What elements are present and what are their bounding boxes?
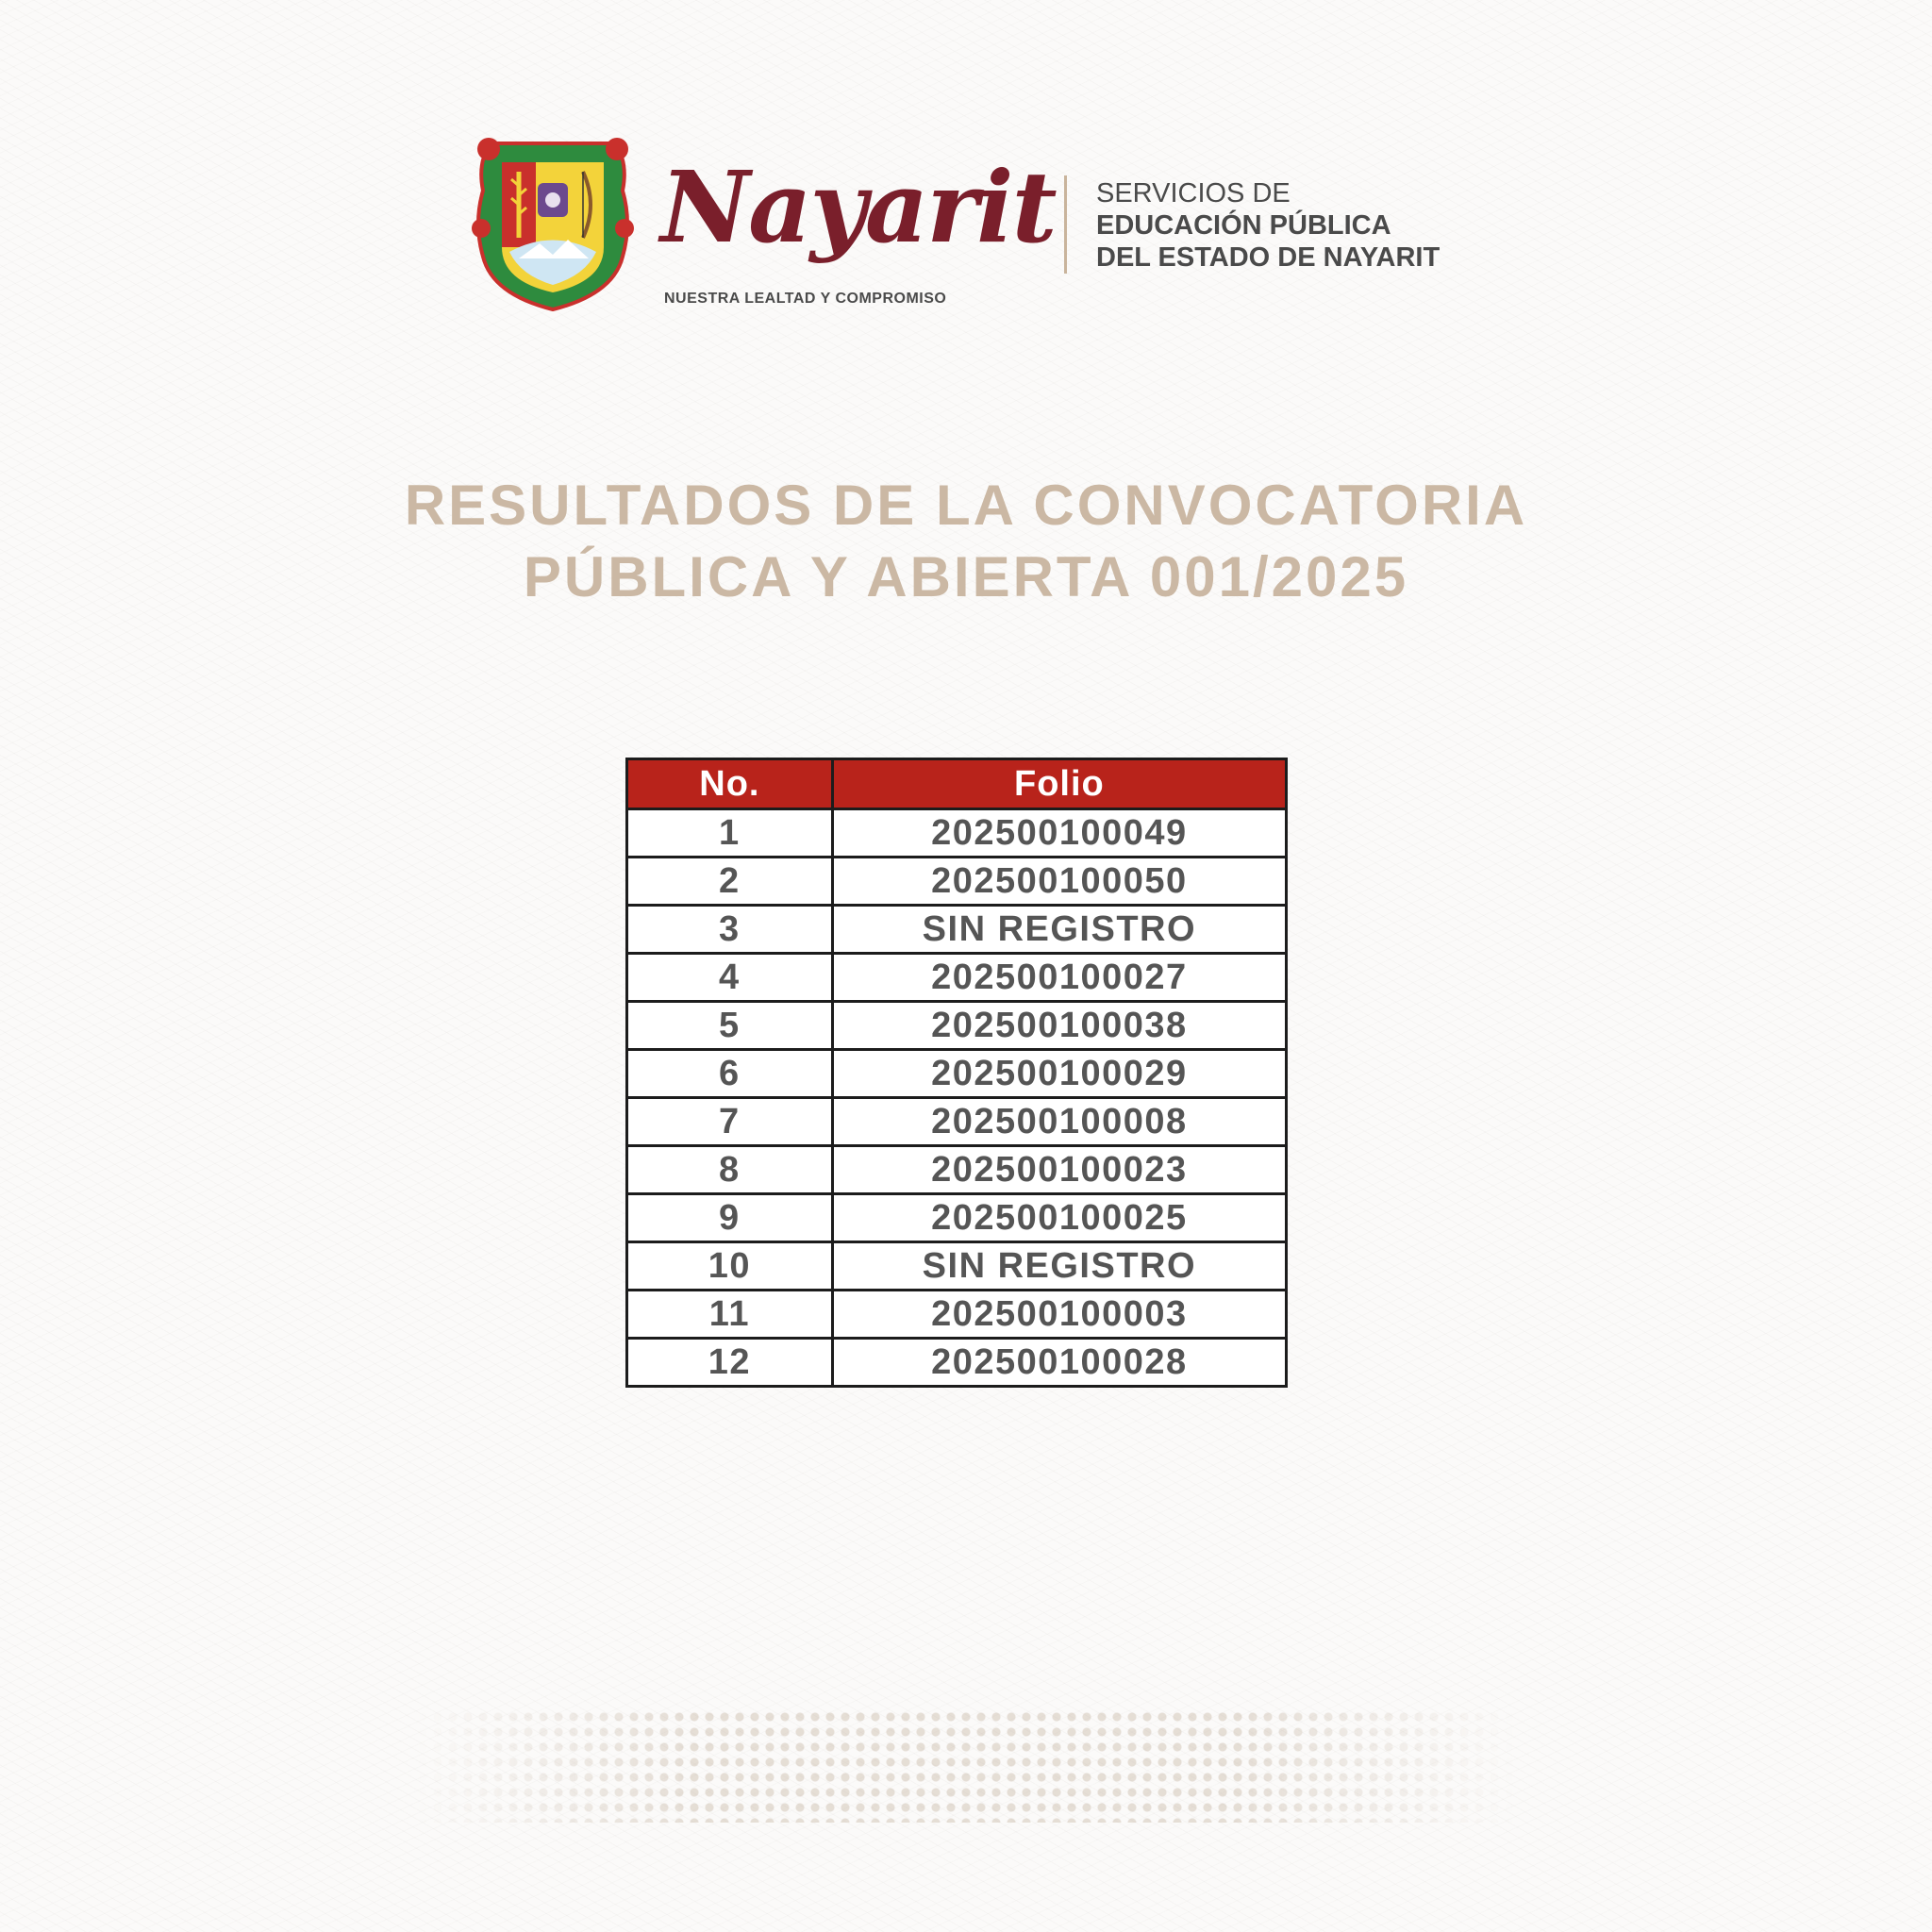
row-number: 11 (627, 1291, 833, 1339)
row-number: 7 (627, 1098, 833, 1146)
header (472, 132, 1491, 321)
row-folio: 202500100028 (832, 1339, 1286, 1387)
table-row (627, 1291, 1287, 1339)
column-header-no: No. (627, 759, 833, 809)
row-number: 12 (627, 1339, 833, 1387)
row-folio: 202500100003 (832, 1291, 1286, 1339)
row-folio: 202500100038 (832, 1002, 1286, 1050)
row-folio: 202500100023 (832, 1146, 1286, 1194)
row-number: 8 (627, 1146, 833, 1194)
results-table (625, 758, 1288, 1388)
row-number: 1 (627, 809, 833, 858)
institution-line-2: EDUCACIÓN PÚBLICA (1096, 210, 1391, 241)
table-row (627, 1050, 1287, 1098)
table-row (627, 1194, 1287, 1242)
header-divider (1064, 175, 1067, 274)
brand-logo (660, 149, 1056, 307)
brand-wordmark: Nayarit (660, 149, 1056, 265)
table-row (627, 809, 1287, 858)
table-row (627, 858, 1287, 906)
row-folio: 202500100050 (832, 858, 1286, 906)
table-row (627, 954, 1287, 1002)
row-folio: 202500100008 (832, 1098, 1286, 1146)
table-row (627, 906, 1287, 954)
brand-slogan: NUESTRA LEALTAD Y COMPROMISO (664, 291, 947, 307)
title-line-1: RESULTADOS DE LA CONVOCATORIA (404, 474, 1528, 537)
row-number: 9 (627, 1194, 833, 1242)
decorative-pattern-icon (415, 1709, 1517, 1823)
row-folio: SIN REGISTRO (832, 906, 1286, 954)
column-header-folio: Folio (832, 759, 1286, 809)
table-row (627, 1339, 1287, 1387)
title-line-2: PÚBLICA Y ABIERTA 001/2025 (523, 545, 1409, 608)
row-folio: SIN REGISTRO (832, 1242, 1286, 1291)
row-number: 10 (627, 1242, 833, 1291)
row-number: 4 (627, 954, 833, 1002)
page-title (0, 470, 1932, 613)
row-number: 6 (627, 1050, 833, 1098)
row-folio: 202500100049 (832, 809, 1286, 858)
institution-name (1096, 177, 1440, 274)
table-row (627, 1098, 1287, 1146)
table-row (627, 1242, 1287, 1291)
row-folio: 202500100025 (832, 1194, 1286, 1242)
row-number: 3 (627, 906, 833, 954)
institution-line-1: SERVICIOS DE (1096, 178, 1291, 208)
row-number: 5 (627, 1002, 833, 1050)
row-number: 2 (627, 858, 833, 906)
table-header-row (627, 759, 1287, 809)
table-row (627, 1146, 1287, 1194)
row-folio: 202500100029 (832, 1050, 1286, 1098)
coat-of-arms-icon (472, 134, 634, 313)
institution-line-3: DEL ESTADO DE NAYARIT (1096, 242, 1441, 273)
row-folio: 202500100027 (832, 954, 1286, 1002)
table-row (627, 1002, 1287, 1050)
